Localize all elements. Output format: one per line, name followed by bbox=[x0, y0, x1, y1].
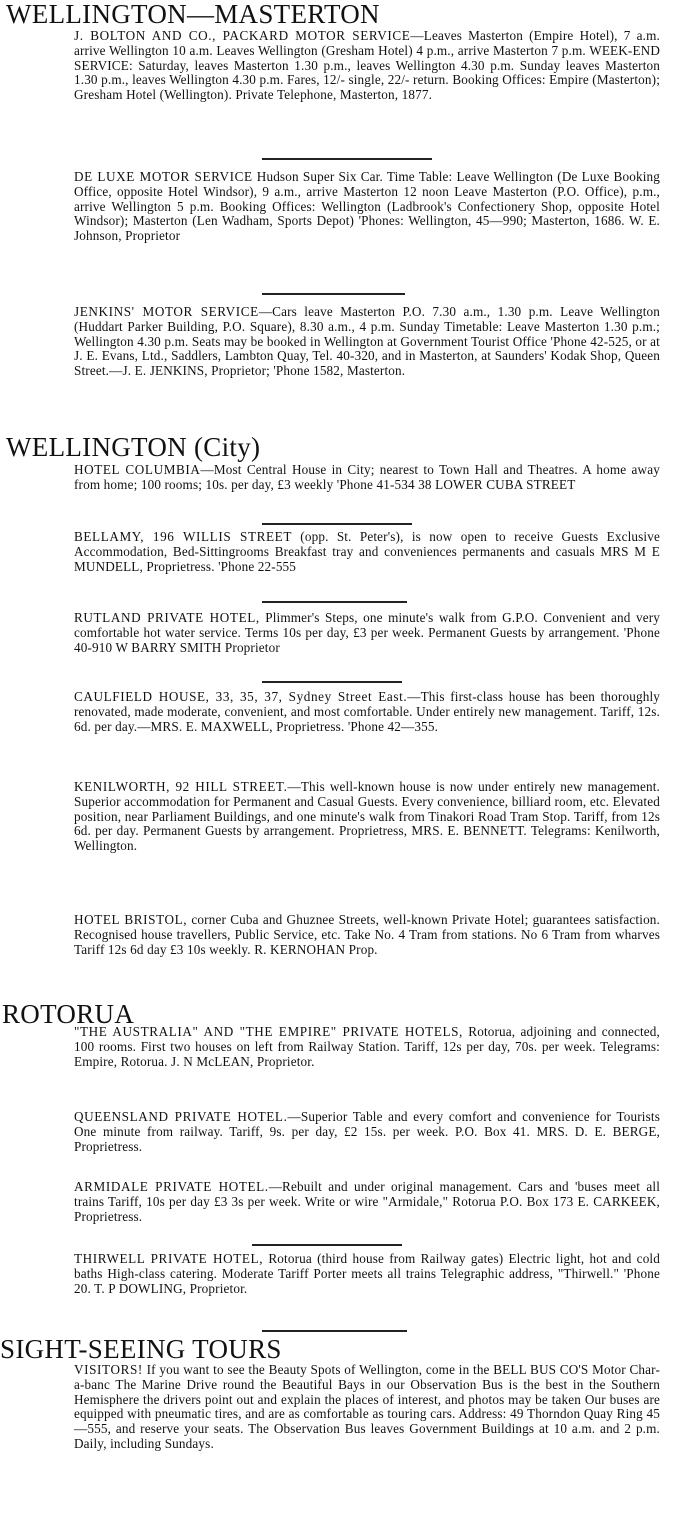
ad-body: —Cars leave Masterton P.O. 7.30 a.m., 1.30 p.m. Leave Wellington (Huddart Parker Building, P.O. Square), 8.30 a.m., 4 p.m. Sunday Timetable: Leave Masterton 1.30 p.m.; Wellington 4.30 p.m. Seats may be booked in Wellington at Government Tourist Office 'Phone 42-525, or at J. E. Evans, Ltd., Saddlers, Lambton Quay, Tel. 40-320, and in Masterton, at Saunders' Kodak Shop, Queen Street.—J. E. JENKINS, Proprietor; 'Phone 1582, Masterton. bbox=[74, 304, 660, 379]
ad-body: corner Cuba and Ghuznee Streets, well-known Private Hotel; guarantees satisfaction. Recognised house travellers, Public Service, etc. Take No. 4 Tram from stations. No 6 Tram from wharves Tariff 12s 6d day £3 10s weekly. R. KERNOHAN Prop. bbox=[74, 912, 660, 957]
ad-caulfield-house bbox=[74, 690, 660, 760]
section-heading-wellington-masterton: WELLINGTON—MASTERTON bbox=[6, 0, 380, 29]
ad-body: Rotorua, adjoining and connected, 100 rooms. First two houses on left from Railway Station. Tariff, 12s per day, 70s. per week. Telegrams: Empire, Rotorua. J. N McLEAN, Proprietor. bbox=[74, 1024, 660, 1069]
ad-body: —Rebuilt and under original management. Cars and 'buses meet all trains Tariff, 10s per day £3 3s per week. Write or wire "Armidale," Rotorua P.O. Box 173 E. CARKEEK, Proprietress. bbox=[74, 1179, 661, 1224]
ad-name: CAULFIELD HOUSE, 33, 35, 37, Sydney Street East. bbox=[74, 689, 408, 704]
ad-bellamy bbox=[74, 530, 660, 594]
ad-bolton-packard-motor-service bbox=[74, 29, 660, 153]
divider-rule bbox=[262, 523, 412, 525]
ad-name: J. BOLTON AND CO., PACKARD MOTOR SERVICE bbox=[74, 28, 411, 43]
ad-name: KENILWORTH, 92 HILL STREET. bbox=[74, 779, 288, 794]
ad-body: —This first-class house has been thoroughly renovated, made moderate, convenient, and most comfortable. Under entirely new management. Tariff, 12s. 6d. per day.—MRS. E. MAXWELL, Proprietress. 'Phone 42—355. bbox=[74, 689, 660, 734]
ad-thirwell-private-hotel bbox=[74, 1252, 660, 1324]
divider-rule bbox=[262, 681, 402, 683]
ad-name: JENKINS' MOTOR SERVICE bbox=[74, 304, 259, 319]
ad-kenilworth bbox=[74, 780, 660, 898]
ad-body: Rotorua (third house from Railway gates) Electric light, hot and cold baths High-class catering. Moderate Tariff Porter meets all trains Telegraphic address, "Thirwell." 'Phone 20. T. P DOWLING, Proprietor. bbox=[74, 1251, 660, 1296]
ad-name: "THE AUSTRALIA" AND "THE EMPIRE" PRIVATE HOTELS, bbox=[74, 1024, 463, 1039]
ad-name: HOTEL BRISTOL, bbox=[74, 912, 188, 927]
divider-rule bbox=[252, 1244, 402, 1246]
ad-jenkins-motor-service bbox=[74, 305, 660, 425]
ad-australia-empire-private-hotels bbox=[74, 1025, 660, 1103]
ad-body: Hudson Super Six Car. Time Table: Leave Wellington (De Luxe Booking Office, opposite Hotel Windsor), 9 a.m., arrive Masterton 12 noon Leave Masterton (P.O. Office), p.m., arrive Wellington 5 p.m. Booking Offices: Wellington (Ladbrook's Confectionery Shop, opposite Hotel Windsor); Masterton (Len Wadham, Sports Depot) 'Phones: Wellington, 45—990; Masterton, 1686. W. E. Johnson, Proprietor bbox=[74, 169, 660, 244]
ad-name: VISITORS! bbox=[74, 1362, 143, 1377]
ad-rutland-private-hotel bbox=[74, 611, 660, 677]
ad-name: RUTLAND PRIVATE HOTEL, bbox=[74, 610, 260, 625]
ad-body: —This well-known house is now under entirely new management. Superior accommodation for Permanent and Casual Guests. Every convenience, billiard room, etc. Elevated position, near Parliament Buildings, and one minute's walk from Tinakori Road Tram Stop. Tariff, from 12s 6d. per day. Permanent Guests by arrangement. Proprietress, MRS. E. BENNETT. Telegrams: Kenilworth, Wellington. bbox=[74, 779, 660, 854]
ad-body: If you want to see the Beauty Spots of Wellington, come in the BELL BUS CO'S Motor Char-a-banc The Marine Drive round the Beautiful Bays in our Observation Bus is the best in the Southern Hemisphere the drivers point out and explain the places of interest, and photos may be taken Our buses are equipped with pneumatic tires, and are as comfortable as touring cars. Address: 49 Thorndon Quay Ring 45—555, and reserve your seats. The Observation Bus leaves Government Buildings at 10 a.m. and 2 p.m. Daily, including Sundays. bbox=[74, 1362, 660, 1451]
ad-queensland-private-hotel bbox=[74, 1110, 660, 1170]
section-heading-rotorua: ROTORUA bbox=[2, 999, 135, 1029]
divider-rule bbox=[262, 601, 407, 603]
divider-rule bbox=[262, 1330, 407, 1332]
ad-bell-bus-sight-seeing bbox=[74, 1363, 660, 1513]
ad-name: HOTEL COLUMBIA bbox=[74, 462, 201, 477]
ad-body: (opp. St. Peter's), is now open to receive Guests Exclusive Accommodation, Bed-Sittingrooms Breakfast tray and conveniences permanents and casuals MRS M E MUNDELL, Proprietress. 'Phone 22-555 bbox=[74, 529, 660, 574]
ad-name: QUEENSLAND PRIVATE HOTEL. bbox=[74, 1109, 288, 1124]
section-heading-sight-seeing-tours: SIGHT-SEEING TOURS bbox=[0, 1334, 282, 1364]
ad-name: BELLAMY, 196 WILLIS STREET bbox=[74, 529, 292, 544]
ad-body: —Superior Table and every comfort and convenience for Tourists One minute from railway. Tariff, 9s. per day, £2 15s. per week. P.O. Box 41. MRS. D. E. BERGE, Proprietress. bbox=[74, 1109, 661, 1154]
ad-hotel-columbia bbox=[74, 463, 660, 521]
ad-body: —Most Central House in City; nearest to Town Hall and Theatres. A home away from home; 100 rooms; 10s. per day, £3 weekly 'Phone 41-534 38 LOWER CUBA STREET bbox=[74, 462, 660, 492]
ad-armidale-private-hotel bbox=[74, 1180, 660, 1240]
ad-name: DE LUXE MOTOR SERVICE bbox=[74, 169, 253, 184]
ad-body: —Leaves Masterton (Empire Hotel), 7 a.m. arrive Wellington 10 a.m. Leaves Wellington (Gresham Hotel) 4 p.m., arrive Masterton 7 p.m. WEEK-END SERVICE: Saturday, leaves Masterton 1.30 p.m., leaves Wellington 4.30 p.m. Sunday leaves Masterton 1.30 p.m., leaves Wellington 4.30 p.m. Fares, 12/- single, 22/- return. Booking Offices: Empire (Masterton); Gresham Hotel (Wellington). Private Telephone, Masterton, 1877. bbox=[74, 28, 661, 103]
section-heading-wellington-city: WELLINGTON (City) bbox=[6, 432, 261, 462]
ad-hotel-bristol bbox=[74, 913, 660, 993]
ad-name: ARMIDALE PRIVATE HOTEL. bbox=[74, 1179, 269, 1194]
ad-name: THIRWELL PRIVATE HOTEL, bbox=[74, 1251, 264, 1266]
ad-body: Plimmer's Steps, one minute's walk from G.P.O. Convenient and very comfortable hot water service. Terms 10s per day, £3 per week. Permanent Guests by arrangement. 'Phone 40-910 W BARRY SMITH Proprietor bbox=[74, 610, 660, 655]
divider-rule bbox=[262, 293, 405, 295]
ad-de-luxe-motor-service bbox=[74, 170, 660, 294]
divider-rule bbox=[262, 158, 432, 160]
